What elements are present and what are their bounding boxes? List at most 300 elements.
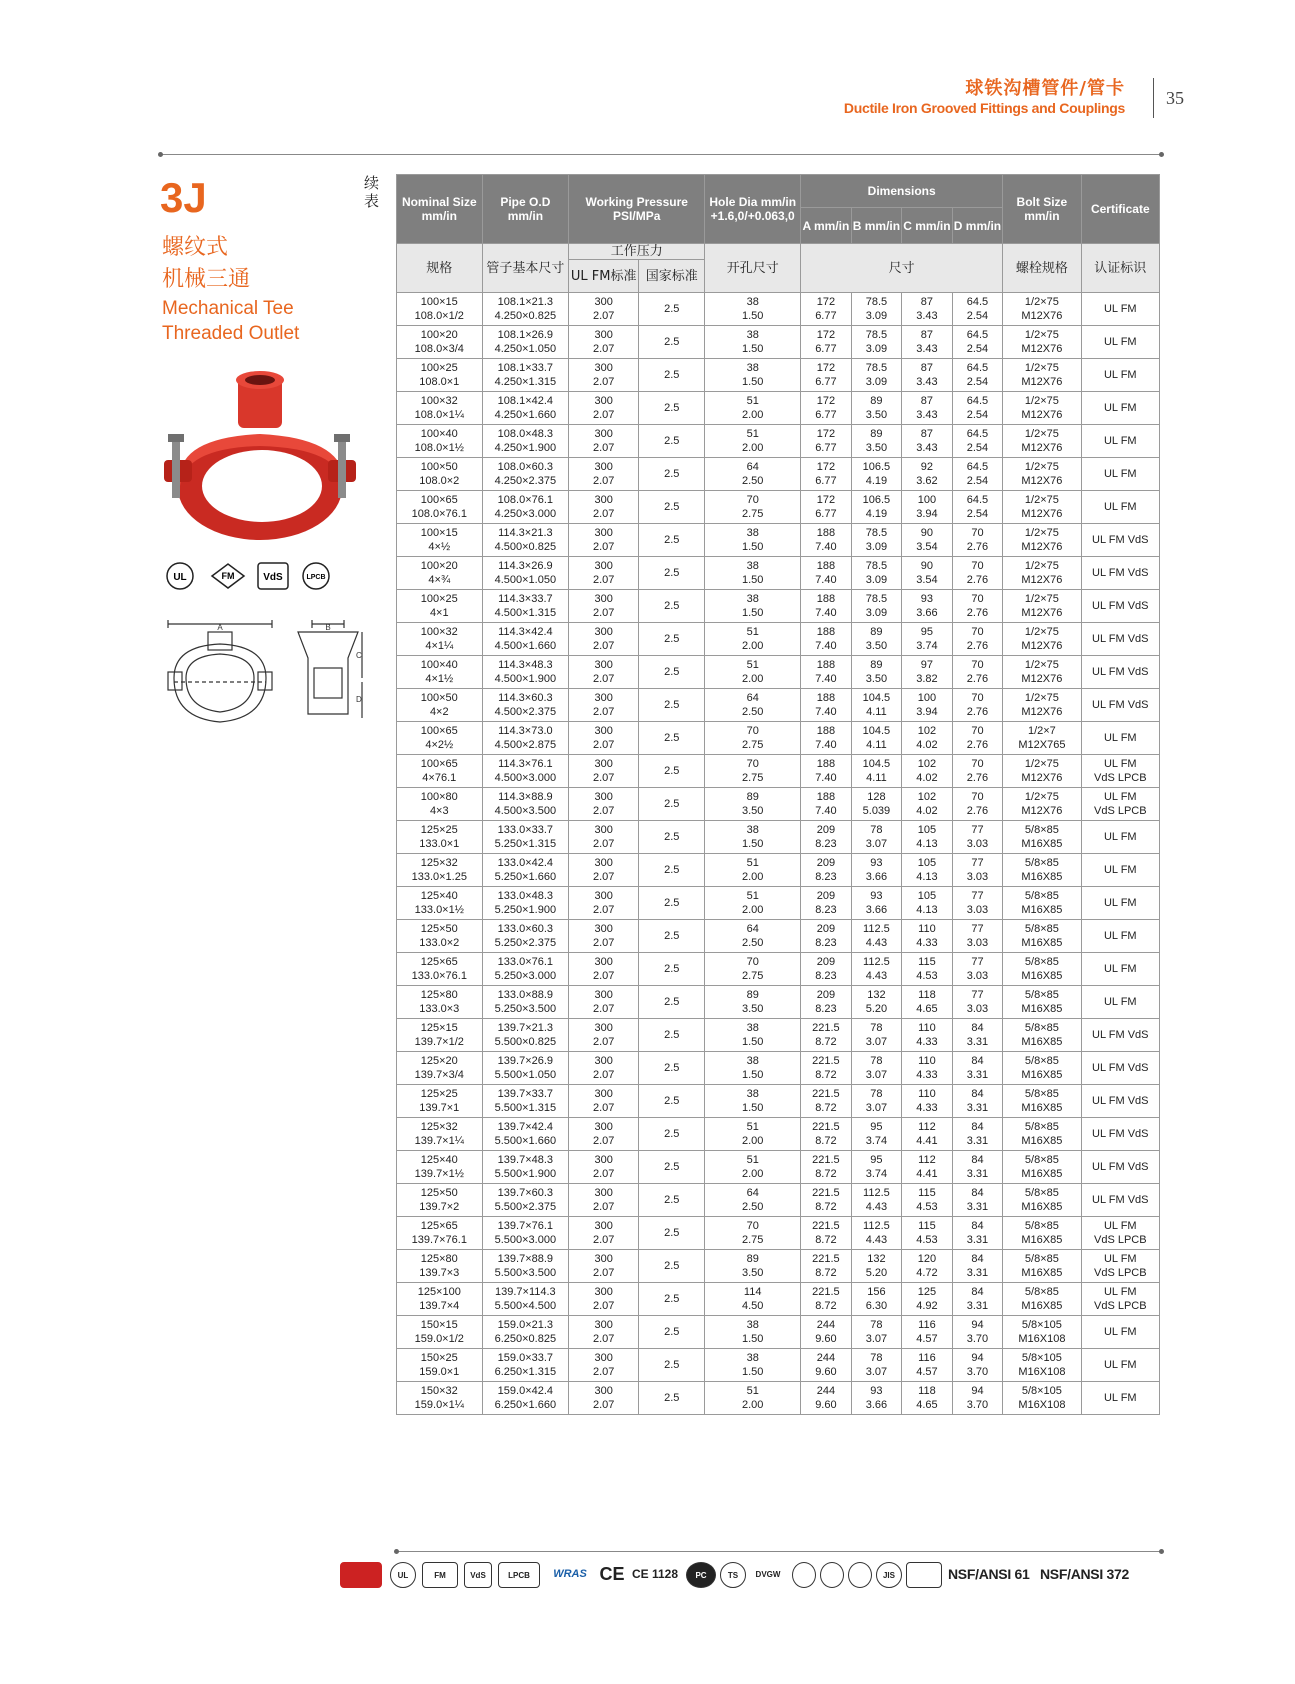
cell-certificate (1081, 491, 1159, 524)
product-name-cn (162, 232, 250, 296)
cell-dim-a-value: 188 (816, 626, 836, 638)
cell-pressure-national-value: 2.5 (664, 1359, 680, 1371)
cell-dim-c-value: 120 (917, 1253, 937, 1265)
cell-pressure-ulfm-value: 300 (594, 857, 613, 869)
cell-nominal-size-value-alt: 139.7×3/4 (414, 1069, 464, 1081)
header-divider (1153, 78, 1154, 118)
cell-dim-a (801, 722, 852, 755)
cell-hole-dia (705, 458, 801, 491)
cell-dim-a (801, 524, 852, 557)
cell-pipe-od-value: 159.0×42.4 (497, 1385, 554, 1397)
cell-dim-a (801, 392, 852, 425)
cell-dim-d-value: 64.5 (966, 362, 989, 374)
cell-pressure-national (639, 326, 705, 359)
cell-dim-c-value-alt: 4.41 (916, 1135, 938, 1147)
cell-pressure-national (639, 656, 705, 689)
cell-pressure-national (639, 590, 705, 623)
cell-hole-dia (705, 392, 801, 425)
cell-pressure-ulfm (569, 425, 639, 458)
cell-nominal-size-value: 100×80 (420, 791, 458, 803)
cell-dim-a (801, 1316, 852, 1349)
footer-logo-ce: CE (600, 1562, 624, 1586)
cell-dim-a-value: 172 (816, 395, 836, 407)
cell-nominal-size-value: 100×40 (420, 428, 458, 440)
cell-dim-b-value-alt: 3.07 (865, 1333, 888, 1345)
cell-pressure-ulfm-value-alt: 2.07 (593, 343, 615, 355)
cell-dim-c-value: 100 (917, 494, 937, 506)
cell-pressure-national-value: 2.5 (664, 897, 680, 909)
cell-nominal-size (397, 1118, 483, 1151)
cell-pressure-ulfm-value-alt: 2.07 (593, 1300, 615, 1312)
cell-bolt-size-value: 5/8×85 (1024, 956, 1059, 968)
cell-pipe-od-value: 114.3×88.9 (498, 791, 553, 803)
cell-dim-c-value-alt: 4.33 (916, 1036, 938, 1048)
cell-bolt-size (1003, 359, 1081, 392)
cell-dim-b-value-alt: 3.66 (865, 1399, 888, 1411)
cell-dim-d-value-alt: 2.76 (966, 541, 989, 553)
cell-nominal-size-value: 100×32 (420, 395, 458, 407)
cell-nominal-size-value-alt: 139.7×1 (419, 1102, 460, 1114)
cell-dim-b (851, 1283, 902, 1316)
cell-dim-b (851, 557, 902, 590)
footer-nsf-61: NSF/ANSI 61 (948, 1566, 1030, 1582)
cell-pressure-national (639, 1382, 705, 1415)
cell-dim-a (801, 1382, 852, 1415)
cell-bolt-size-value: 5/8×85 (1024, 1088, 1059, 1100)
cell-pressure-ulfm-value-alt: 2.07 (593, 607, 615, 619)
cell-pressure-ulfm (569, 392, 639, 425)
cell-dim-d-value: 77 (971, 824, 984, 836)
cell-pipe-od (482, 392, 569, 425)
table-row (397, 1382, 1160, 1415)
cell-dim-b-value-alt: 3.09 (865, 574, 888, 586)
cell-pressure-ulfm-value: 300 (594, 824, 613, 836)
cell-pressure-national (639, 1019, 705, 1052)
cell-pressure-national-value: 2.5 (664, 1260, 680, 1272)
cell-dim-c (902, 1085, 953, 1118)
cell-pipe-od-value-alt: 4.250×2.375 (494, 475, 557, 487)
cell-pressure-ulfm-value: 300 (594, 1154, 613, 1166)
cell-pressure-national-value: 2.5 (664, 402, 680, 414)
continued-label: 续表 (364, 174, 380, 210)
cell-dim-c-value-alt: 4.41 (916, 1168, 938, 1180)
cell-bolt-size-value-alt: M16X85 (1021, 1036, 1063, 1048)
cell-dim-b-value-alt: 3.09 (865, 376, 888, 388)
cell-bolt-size-value: 1/2×75 (1024, 758, 1059, 770)
cell-pressure-ulfm-value-alt: 2.07 (593, 1366, 615, 1378)
cell-pressure-national (639, 1085, 705, 1118)
cell-dim-c-value-alt: 4.13 (916, 871, 938, 883)
header-dim-c: C mm/in (902, 208, 953, 244)
cell-dim-d-value: 84 (971, 1154, 984, 1166)
cell-bolt-size (1003, 986, 1081, 1019)
cell-pipe-od-value: 108.1×33.7 (497, 362, 554, 374)
cell-certificate (1081, 1316, 1159, 1349)
cell-dim-a-value-alt: 8.72 (815, 1102, 837, 1114)
cell-nominal-size-value: 100×40 (420, 659, 458, 671)
cell-pressure-ulfm (569, 1250, 639, 1283)
cell-nominal-size (397, 656, 483, 689)
cell-dim-b (851, 425, 902, 458)
cell-pressure-ulfm-value: 300 (594, 461, 613, 473)
cell-pressure-ulfm (569, 1052, 639, 1085)
cell-hole-dia-value-alt: 3.50 (741, 805, 764, 817)
cell-pressure-ulfm-value: 300 (594, 296, 613, 308)
cell-dim-b-value: 106.5 (862, 494, 891, 506)
cell-nominal-size (397, 986, 483, 1019)
cell-dim-b-value: 95 (870, 1121, 883, 1133)
cell-dim-c-value: 115 (918, 1220, 936, 1232)
cell-certificate-value: UL FM VdS (1092, 1029, 1149, 1041)
svg-text:UL: UL (173, 572, 187, 583)
cell-nominal-size-value-alt: 133.0×1½ (414, 904, 464, 916)
header-certificate: Certificate (1081, 175, 1159, 244)
table-row (397, 1085, 1160, 1118)
cell-hole-dia-value: 89 (746, 989, 759, 1001)
cell-bolt-size-value-alt: M16X85 (1021, 1234, 1063, 1246)
cell-pressure-national-value: 2.5 (664, 765, 680, 777)
cell-pressure-ulfm (569, 854, 639, 887)
cell-pressure-national-value: 2.5 (664, 1326, 680, 1338)
cell-pressure-ulfm (569, 293, 639, 326)
cell-dim-a (801, 1250, 852, 1283)
cell-dim-b-value: 89 (870, 428, 883, 440)
cell-hole-dia (705, 623, 801, 656)
cell-dim-c (902, 623, 953, 656)
cell-pressure-ulfm-value-alt: 2.07 (593, 1267, 615, 1279)
cell-hole-dia-value: 38 (746, 560, 759, 572)
cell-certificate (1081, 392, 1159, 425)
cell-dim-b-value: 78.5 (865, 329, 888, 341)
cell-pressure-ulfm (569, 953, 639, 986)
cell-dim-a (801, 1118, 852, 1151)
cell-dim-a-value-alt: 6.77 (815, 310, 837, 322)
cell-dim-c (902, 1316, 953, 1349)
cell-dim-b-value-alt: 3.09 (865, 343, 888, 355)
cell-dim-d (952, 854, 1003, 887)
cell-dim-d (952, 425, 1003, 458)
cell-pressure-national (639, 986, 705, 1019)
cell-certificate (1081, 788, 1159, 821)
cell-certificate-value: UL FM (1103, 435, 1137, 447)
header-pipe-od: Pipe O.D mm/in (482, 175, 569, 244)
cell-hole-dia (705, 1316, 801, 1349)
cell-dim-c-value: 116 (918, 1319, 936, 1331)
cell-dim-d (952, 1283, 1003, 1316)
cell-dim-d-value-alt: 3.31 (966, 1300, 989, 1312)
cell-pipe-od (482, 656, 569, 689)
cell-hole-dia-value: 38 (746, 1022, 759, 1034)
cell-dim-b-value: 89 (870, 395, 883, 407)
cell-pipe-od-value: 159.0×21.3 (497, 1319, 554, 1331)
cell-nominal-size (397, 293, 483, 326)
cell-hole-dia (705, 524, 801, 557)
cell-dim-a-value: 188 (816, 692, 836, 704)
cell-pressure-national-value: 2.5 (664, 1293, 680, 1305)
cell-dim-d-value: 84 (971, 1187, 984, 1199)
table-row (397, 854, 1160, 887)
cell-certificate (1081, 1184, 1159, 1217)
cell-dim-a-value-alt: 8.72 (815, 1135, 837, 1147)
cell-hole-dia-value: 38 (746, 593, 759, 605)
cell-certificate-value: UL FM VdS (1092, 1161, 1149, 1173)
cell-dim-d-value-alt: 3.31 (966, 1267, 989, 1279)
cell-hole-dia-value: 38 (746, 1352, 759, 1364)
cell-dim-b (851, 854, 902, 887)
cell-pressure-national-value: 2.5 (664, 831, 680, 843)
cell-nominal-size-value-alt: 4×1 (429, 607, 449, 619)
cell-dim-d (952, 1052, 1003, 1085)
cell-dim-c-value: 105 (917, 857, 937, 869)
cell-pressure-national-value: 2.5 (664, 1095, 680, 1107)
cell-dim-a-value-alt: 8.23 (815, 904, 837, 916)
cell-pressure-ulfm-value: 300 (594, 1121, 613, 1133)
cell-bolt-size-value-alt: M16X85 (1021, 1069, 1063, 1081)
cell-certificate-value: UL FM VdS (1092, 1095, 1149, 1107)
svg-text:FM: FM (221, 571, 235, 581)
table-row (397, 359, 1160, 392)
cell-bolt-size (1003, 887, 1081, 920)
cell-dim-c-value: 112 (918, 1121, 936, 1133)
svg-text:A: A (217, 623, 223, 632)
cell-pressure-ulfm (569, 689, 639, 722)
cell-certificate (1081, 755, 1159, 788)
cell-bolt-size (1003, 1151, 1081, 1184)
cell-nominal-size-value-alt: 4×½ (428, 541, 451, 553)
dimension-drawing (164, 618, 364, 748)
cell-pressure-ulfm (569, 1019, 639, 1052)
header-title-cn: 球铁沟槽管件/管卡 (965, 78, 1125, 99)
cn-header-national: 国家标准 (639, 260, 705, 293)
cell-dim-b-value-alt: 3.07 (865, 1102, 888, 1114)
cell-hole-dia-value-alt: 2.00 (741, 871, 764, 883)
cell-dim-d-value-alt: 2.54 (966, 310, 989, 322)
cell-dim-d-value: 77 (971, 989, 984, 1001)
cell-nominal-size-value-alt: 139.7×2 (419, 1201, 460, 1213)
cell-pressure-ulfm-value-alt: 2.07 (593, 1333, 615, 1345)
cell-pipe-od (482, 1316, 569, 1349)
cell-dim-a-value-alt: 6.77 (815, 343, 837, 355)
cell-nominal-size (397, 623, 483, 656)
cell-nominal-size-value-alt: 139.7×4 (419, 1300, 460, 1312)
cell-nominal-size-value-alt: 4×3 (429, 805, 449, 817)
cell-hole-dia-value: 64 (746, 692, 759, 704)
cell-pipe-od (482, 557, 569, 590)
cell-hole-dia-value: 70 (746, 1220, 759, 1232)
cell-dim-c (902, 1019, 953, 1052)
cell-dim-c (902, 425, 953, 458)
cell-pressure-ulfm-value-alt: 2.07 (593, 739, 615, 751)
cell-dim-c (902, 458, 953, 491)
cell-dim-d-value-alt: 2.76 (966, 772, 989, 784)
cell-pressure-national-value: 2.5 (664, 666, 680, 678)
cell-bolt-size (1003, 1184, 1081, 1217)
cell-hole-dia (705, 1052, 801, 1085)
cell-certificate-value: UL FM (1103, 1220, 1137, 1232)
cell-bolt-size-value-alt: M12X76 (1021, 376, 1063, 388)
cell-dim-b-value-alt: 3.50 (865, 640, 888, 652)
cell-pressure-ulfm (569, 557, 639, 590)
cell-dim-a-value: 221.5 (812, 1121, 840, 1133)
cell-dim-c (902, 953, 953, 986)
cell-bolt-size (1003, 953, 1081, 986)
cell-nominal-size-value: 125×20 (420, 1055, 458, 1067)
cell-dim-b-value: 78 (870, 1352, 883, 1364)
cell-dim-d (952, 755, 1003, 788)
cell-hole-dia-value: 38 (746, 362, 759, 374)
cell-nominal-size-value: 125×40 (420, 890, 458, 902)
table-row (397, 689, 1160, 722)
cell-bolt-size (1003, 1085, 1081, 1118)
cell-dim-c (902, 656, 953, 689)
cell-certificate-value: UL FM VdS (1092, 633, 1149, 645)
footer-logo-jis: JIS (876, 1562, 902, 1588)
cell-dim-b-value: 78.5 (865, 560, 888, 572)
cell-hole-dia-value: 114 (743, 1286, 762, 1298)
cell-dim-c-value: 95 (920, 626, 934, 638)
cell-pressure-ulfm-value: 300 (594, 1055, 613, 1067)
cell-dim-b-value-alt: 6.30 (865, 1300, 888, 1312)
cell-bolt-size (1003, 623, 1081, 656)
cell-dim-a-value: 209 (816, 824, 836, 836)
cell-dim-b (851, 1052, 902, 1085)
cell-dim-a-value: 188 (816, 725, 836, 737)
cell-dim-d-value-alt: 3.03 (966, 838, 989, 850)
cell-nominal-size-value-alt: 108.0×3/4 (414, 343, 464, 355)
cell-dim-b-value: 78 (870, 1088, 883, 1100)
cell-dim-d (952, 887, 1003, 920)
cell-pipe-od-value-alt: 5.500×1.315 (494, 1102, 557, 1114)
cell-hole-dia-value: 70 (746, 758, 759, 770)
cell-dim-c (902, 1052, 953, 1085)
cell-dim-d (952, 326, 1003, 359)
cell-nominal-size (397, 590, 483, 623)
cell-nominal-size-value-alt: 108.0×1 (419, 376, 460, 388)
header-hole-dia: Hole Dia mm/in +1.6,0/+0.063,0 (705, 175, 801, 244)
cell-dim-a-value-alt: 6.77 (815, 376, 837, 388)
cell-nominal-size (397, 491, 483, 524)
cell-dim-a (801, 293, 852, 326)
cell-certificate (1081, 1382, 1159, 1415)
cell-dim-b (851, 491, 902, 524)
cell-hole-dia-value-alt: 4.50 (741, 1300, 764, 1312)
cell-bolt-size-value: 1/2×75 (1024, 593, 1059, 605)
cell-dim-d (952, 1118, 1003, 1151)
cell-dim-d-value: 64.5 (966, 494, 989, 506)
cell-pipe-od-value: 108.0×48.3 (497, 428, 554, 440)
cell-certificate-value: UL FM (1103, 758, 1137, 770)
cell-nominal-size-value-alt: 159.0×1¼ (414, 1399, 464, 1411)
cell-pressure-ulfm-value: 300 (594, 956, 613, 968)
cell-certificate (1081, 722, 1159, 755)
cell-dim-a-value-alt: 6.77 (815, 475, 837, 487)
cell-pressure-ulfm-value: 300 (594, 923, 613, 935)
cell-dim-a-value-alt: 7.40 (815, 739, 837, 751)
cell-dim-a-value: 244 (816, 1385, 836, 1397)
cell-dim-b (851, 821, 902, 854)
cell-dim-a-value-alt: 8.72 (815, 1234, 837, 1246)
cell-dim-d-value: 64.5 (966, 395, 989, 407)
cell-pressure-ulfm-value-alt: 2.07 (593, 904, 615, 916)
cell-pressure-national-value: 2.5 (664, 930, 680, 942)
cell-hole-dia-value: 38 (746, 1319, 759, 1331)
cell-dim-c (902, 854, 953, 887)
table-row (397, 887, 1160, 920)
cell-nominal-size (397, 1250, 483, 1283)
cell-dim-d-value-alt: 2.76 (966, 673, 989, 685)
cell-dim-b-value-alt: 3.09 (865, 541, 888, 553)
cell-nominal-size-value-alt: 139.7×3 (419, 1267, 460, 1279)
cell-dim-d-value-alt: 3.31 (966, 1135, 989, 1147)
cell-bolt-size (1003, 1019, 1081, 1052)
cell-dim-d (952, 623, 1003, 656)
cell-pressure-ulfm (569, 1151, 639, 1184)
cell-dim-d-value-alt: 3.03 (966, 871, 989, 883)
cell-hole-dia (705, 359, 801, 392)
cell-certificate-value: UL FM VdS (1092, 699, 1149, 711)
cell-hole-dia-value: 70 (746, 494, 759, 506)
cell-dim-d-value: 70 (971, 560, 984, 572)
cell-dim-d-value: 84 (971, 1286, 984, 1298)
cell-dim-d (952, 590, 1003, 623)
cell-pressure-ulfm-value: 300 (594, 725, 613, 737)
cell-dim-d-value-alt: 2.76 (966, 607, 989, 619)
cell-pipe-od-value-alt: 5.250×3.500 (494, 1003, 557, 1015)
cell-dim-b (851, 590, 902, 623)
cell-dim-c (902, 689, 953, 722)
cell-dim-b (851, 920, 902, 953)
cell-dim-d-value-alt: 3.03 (966, 1003, 989, 1015)
cell-dim-d (952, 1019, 1003, 1052)
cell-dim-b-value-alt: 4.43 (865, 1234, 888, 1246)
cell-dim-d-value: 77 (971, 956, 984, 968)
cell-bolt-size-value-alt: M12X76 (1021, 475, 1063, 487)
cell-dim-b (851, 689, 902, 722)
cell-bolt-size-value-alt: M12X76 (1021, 442, 1063, 454)
cell-dim-b-value: 112.5 (863, 1220, 890, 1232)
cell-pipe-od (482, 722, 569, 755)
cell-pressure-ulfm-value-alt: 2.07 (593, 1234, 615, 1246)
header-dim-a: A mm/in (801, 208, 852, 244)
cell-bolt-size-value-alt: M16X108 (1018, 1399, 1066, 1411)
cell-pipe-od-value: 139.7×114.3 (495, 1286, 556, 1298)
cell-bolt-size (1003, 821, 1081, 854)
cell-dim-b-value: 78 (870, 824, 883, 836)
cell-pressure-ulfm (569, 788, 639, 821)
cell-dim-c-value: 110 (918, 923, 936, 935)
cell-dim-d (952, 953, 1003, 986)
cell-hole-dia-value: 38 (746, 824, 759, 836)
table-row (397, 1283, 1160, 1316)
cell-pressure-ulfm-value: 300 (594, 1352, 613, 1364)
cell-dim-a-value-alt: 8.23 (815, 838, 837, 850)
cell-dim-d (952, 491, 1003, 524)
cell-bolt-size-value: 5/8×85 (1024, 1121, 1059, 1133)
cell-bolt-size-value-alt: M16X85 (1021, 970, 1063, 982)
svg-text:C: C (356, 651, 362, 660)
cell-pipe-od-value: 108.0×76.1 (497, 494, 554, 506)
cell-dim-c-value-alt: 3.62 (916, 475, 938, 487)
cell-nominal-size (397, 392, 483, 425)
cell-dim-c (902, 887, 953, 920)
cell-dim-a (801, 623, 852, 656)
cell-nominal-size-value-alt: 133.0×3 (419, 1003, 460, 1015)
cell-pressure-ulfm (569, 1085, 639, 1118)
cell-bolt-size (1003, 524, 1081, 557)
cell-dim-a-value-alt: 6.77 (815, 442, 837, 454)
cell-dim-a (801, 1283, 852, 1316)
table-row (397, 722, 1160, 755)
